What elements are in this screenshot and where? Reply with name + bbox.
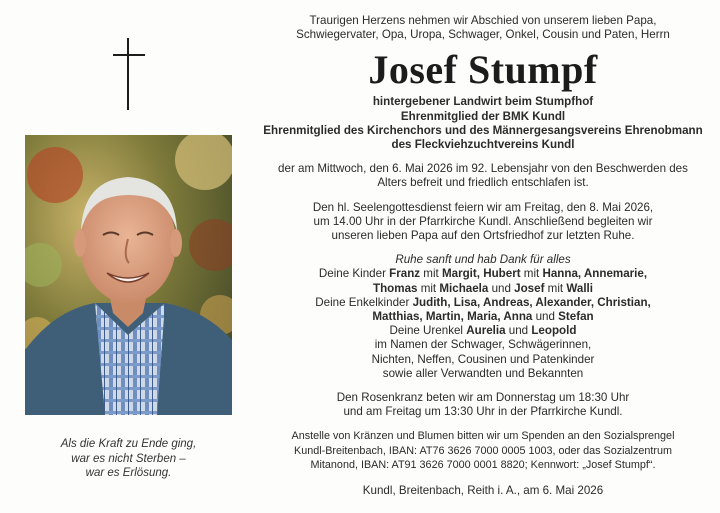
- intro-line: Schwiegervater, Opa, Uropa, Schwager, Onkel, Cousin und Paten, Herrn: [296, 28, 670, 42]
- title-line: des Fleckviehzuchtvereins Kundl: [391, 138, 575, 152]
- deceased-name: Josef Stumpf: [368, 47, 598, 93]
- donation-line: Kundl-Breitenbach, IBAN: AT76 3626 7000 0005 1003, oder das Sozialzentrum: [294, 444, 672, 457]
- place-date: Kundl, Breitenbach, Reith i. A., am 6. Mai 2026: [362, 484, 604, 498]
- death-line: Alters befreit und friedlich entschlafen ist.: [377, 176, 589, 190]
- donation-line: Mitanond, IBAN: AT91 3626 7000 0001 8820; Kennwort: „Josef Stumpf“.: [310, 458, 656, 471]
- family-line: Deine Enkelkinder Judith, Lisa, Andreas, Alexander, Christian,: [315, 295, 651, 309]
- motto-line: war es Erlösung.: [85, 467, 172, 479]
- family-line: Thomas mit Michaela und Josef mit Walli: [373, 281, 593, 295]
- title-line: Ehrenmitglied der BMK Kundl: [400, 109, 566, 123]
- relatives-line: im Namen der Schwager, Schwägerinnen,: [374, 338, 592, 352]
- family-line: Deine Urenkel Aurelia und Leopold: [389, 324, 577, 338]
- family-line: Deine Kinder Franz mit Margit, Hubert mit Hanna, Annemarie,: [318, 267, 648, 281]
- service-line: unseren lieben Papa auf den Ortsfriedhof zur letzten Ruhe.: [331, 229, 635, 243]
- title-line: Ehrenmitglied des Kirchenchors und des Männergesangsvereins Ehrenobmann: [263, 123, 703, 137]
- notice-text: [250, 14, 716, 498]
- rosary-line: Den Rosenkranz beten wir am Donnerstag um 18:30 Uhr: [336, 391, 630, 405]
- service-line: Den hl. Seelengottesdienst feiern wir am Freitag, den 8. Mai 2026,: [312, 200, 654, 214]
- relatives-line: Nichten, Neffen, Cousinen und Patenkinder: [371, 352, 595, 366]
- intro-line: Traurigen Herzens nehmen wir Abschied von unserem lieben Papa,: [309, 14, 657, 27]
- motto-line: Als die Kraft zu Ende ging,: [60, 438, 197, 450]
- motto-line: war es nicht Sterben –: [71, 452, 186, 465]
- cross-icon: [113, 38, 145, 110]
- farewell-motto: [25, 437, 232, 481]
- farewell-line: Ruhe sanft und hab Dank für alles: [395, 253, 571, 267]
- portrait-photo: [25, 135, 232, 415]
- family-line: Matthias, Martin, Maria, Anna und Stefan: [372, 310, 594, 324]
- death-line: der am Mittwoch, den 6. Mai 2026 im 92. Lebensjahr von den Beschwerden des: [278, 162, 688, 176]
- relatives-line: sowie aller Verwandten und Bekannten: [382, 366, 584, 380]
- service-line: um 14.00 Uhr in der Pfarrkirche Kundl. Anschließend begleiten wir: [313, 214, 653, 228]
- rosary-line: und am Freitag um 13:30 Uhr in der Pfarrkirche Kundl.: [343, 405, 623, 419]
- donation-line: Anstelle von Kränzen und Blumen bitten wir um Spenden an den Sozialsprengel: [291, 430, 675, 443]
- title-line: hintergebener Landwirt beim Stumpfhof: [372, 95, 594, 109]
